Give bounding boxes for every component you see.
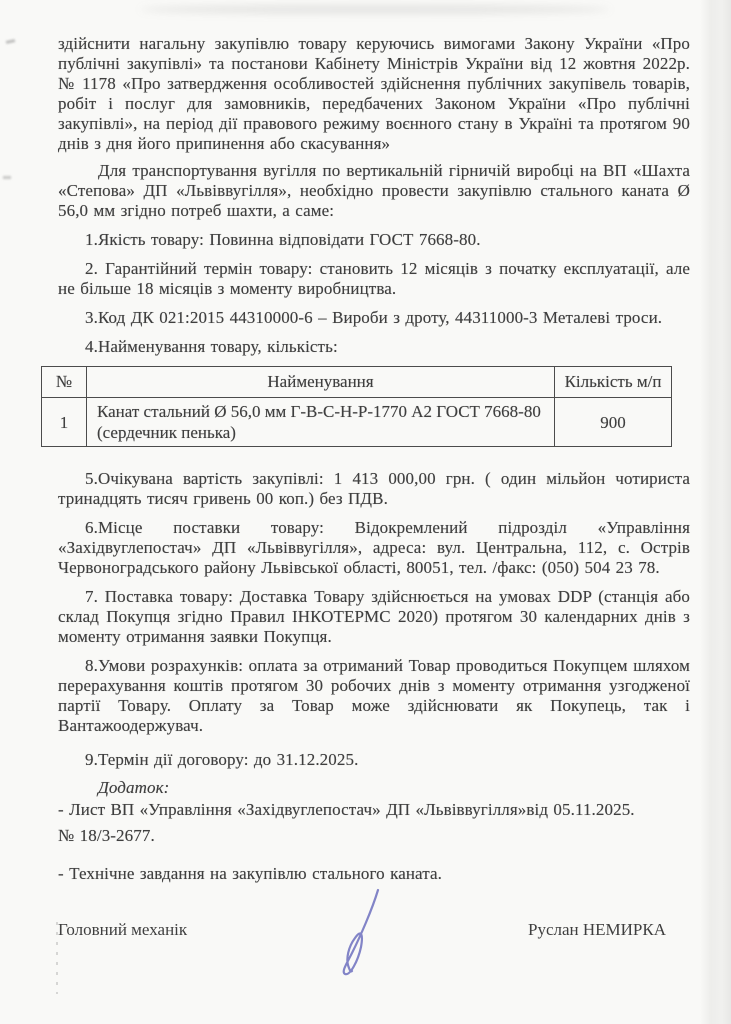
table-header-number: №	[42, 367, 87, 398]
table-header-name: Найменування	[87, 367, 555, 398]
item-contract-term: 9.Термін дії договору: до 31.12.2025.	[85, 750, 359, 769]
item-delivery-terms: 7. Поставка товару: Доставка Товару здійснюється на умовах DDP (станція або склад Покупця згідно Правил ІНКОТЕРМС 2020) протягом 30 календарних днів з моменту отримання заявки Покупця.	[58, 587, 690, 646]
item-goods-name-qty: 4.Найменування товару, кількість:	[85, 337, 338, 356]
goods-table	[41, 366, 672, 447]
signature-ink	[322, 885, 402, 1000]
table-cell-name: Канат стальний Ø 56,0 мм Г-В-С-Н-Р-1770 А2 ГОСТ 7668-80 (сердечник пенька)	[87, 398, 555, 447]
table-cell-quantity: 900	[555, 398, 672, 447]
signatory-title: Головний механік	[58, 920, 188, 939]
signatory-name: Руслан НЕМИРКА	[527, 920, 666, 939]
attachment-letter-line: - Лист ВП «Управління «Західвуглепостач» ДП «Львіввугілля»від 05.11.2025.	[58, 800, 635, 819]
attachment-letter-number: № 18/3-2677.	[58, 826, 155, 845]
item-quality: 1.Якість товару: Повинна відповідати ГОСТ 7668-80.	[85, 230, 481, 249]
table-header-quantity: Кількість м/п	[555, 367, 672, 398]
item-classification-code: 3.Код ДК 021:2015 44310000-6 – Вироби з дроту, 44311000-3 Металеві троси.	[85, 308, 663, 327]
item-warranty: 2. Гарантійний термін товару: становить 12 місяців з початку експлуатації, але не більше 18 місяців з моменту виробництва.	[58, 259, 690, 298]
attachment-heading: Додаток:	[98, 778, 170, 797]
paragraph-legal-basis: здійснити нагальну закупівлю товару керуючись вимогами Закону України «Про публічні закупівлі» та постанови Кабінету Міністрів України від 12 жовтня 2022р. № 1178 «Про затвердження особливостей здійснення публічних закупівель товарів, робіт і послуг для замовників, передбачених Законом України «Про публічні закупівлі», на період дії правового режиму воєнного стану в Україні та протягом 90 днів з дня його припинення або скасування»	[58, 34, 690, 153]
item-payment-terms: 8.Умови розрахунків: оплата за отриманий Товар проводиться Покупцем шляхом перерахування коштів протягом 30 робочих днів з моменту отримання узгодженої партії Товару. Оплату за Товар може здійснювати як Покупець, так і Вантажоодержувач.	[58, 656, 690, 735]
goods-table-header-row	[42, 367, 672, 398]
item-delivery-place: 6.Місце поставки товару: Відокремлений підрозділ «Управління «Західвуглепостач» ДП «Львіввугілля», адреса: вул. Центральна, 112, с. Острів Червоноградського району Львівської області, 80051, тел. /факс: (050) 504 23 78.	[58, 518, 690, 577]
paragraph-purpose: Для транспортування вугілля по вертикальній гірничій виробці на ВП «Шахта «Степова» ДП «Львіввугілля», необхідно провести закупівлю стального каната Ø 56,0 мм згідно потреб шахти, а саме:	[58, 161, 690, 220]
attachment-technical-task: - Технічне завдання на закупівлю стального каната.	[58, 864, 442, 883]
item-expected-value: 5.Очікувана вартість закупівлі: 1 413 000,00 грн. ( один мільйон чотириста тринадцять тисяч гривень 00 коп.) без ПДВ.	[58, 469, 690, 508]
table-row	[42, 398, 672, 447]
table-cell-number: 1	[42, 398, 87, 447]
